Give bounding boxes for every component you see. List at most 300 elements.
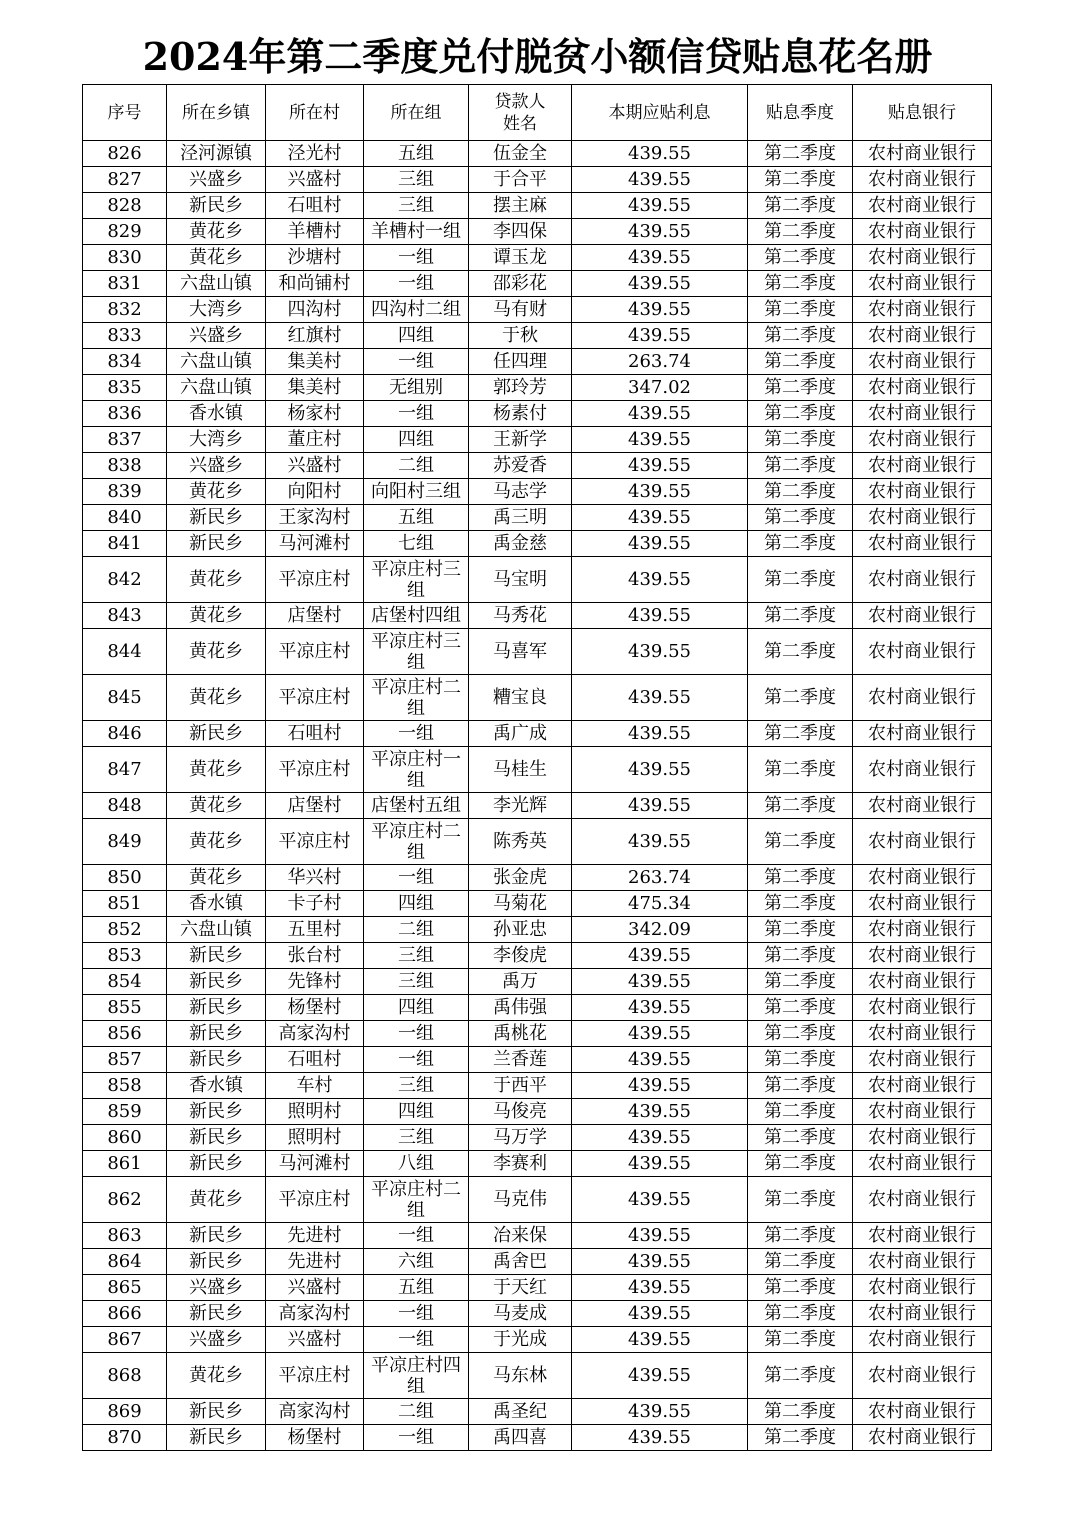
table-body	[83, 141, 992, 1451]
cell-group: 无组别	[364, 375, 469, 401]
cell-village: 华兴村	[266, 865, 364, 891]
cell-group: 一组	[364, 271, 469, 297]
cell-borrower: 张金虎	[469, 865, 572, 891]
table-row	[83, 1073, 992, 1099]
cell-interest: 342.09	[572, 917, 748, 943]
header-borrower-line1: 贷款人	[494, 91, 546, 112]
cell-borrower: 杨素付	[469, 401, 572, 427]
cell-bank: 农村商业银行	[853, 891, 992, 917]
cell-quarter: 第二季度	[748, 453, 853, 479]
table-row	[83, 917, 992, 943]
cell-bank: 农村商业银行	[853, 1301, 992, 1327]
table-row	[83, 721, 992, 747]
subsidy-roster-table	[82, 84, 992, 1451]
cell-bank: 农村商业银行	[853, 969, 992, 995]
cell-town: 新民乡	[167, 1125, 266, 1151]
cell-group: 四组	[364, 427, 469, 453]
cell-village: 先进村	[266, 1249, 364, 1275]
header-quarter: 贴息季度	[748, 85, 853, 141]
cell-quarter: 第二季度	[748, 349, 853, 375]
cell-interest: 263.74	[572, 865, 748, 891]
cell-bank: 农村商业银行	[853, 1177, 992, 1223]
cell-quarter: 第二季度	[748, 1353, 853, 1399]
cell-interest: 439.55	[572, 531, 748, 557]
cell-village: 高家沟村	[266, 1399, 364, 1425]
table-row	[83, 1249, 992, 1275]
cell-quarter: 第二季度	[748, 1125, 853, 1151]
cell-town: 大湾乡	[167, 427, 266, 453]
cell-town: 兴盛乡	[167, 1327, 266, 1353]
cell-village: 车村	[266, 1073, 364, 1099]
cell-seq: 865	[83, 1275, 167, 1301]
cell-town: 新民乡	[167, 969, 266, 995]
cell-seq: 845	[83, 675, 167, 721]
cell-town: 黄花乡	[167, 675, 266, 721]
cell-interest: 439.55	[572, 219, 748, 245]
cell-interest: 439.55	[572, 141, 748, 167]
cell-borrower: 马俊亮	[469, 1099, 572, 1125]
cell-seq: 827	[83, 167, 167, 193]
cell-quarter: 第二季度	[748, 995, 853, 1021]
cell-borrower: 马宝明	[469, 557, 572, 603]
table-row	[83, 865, 992, 891]
table-row	[83, 995, 992, 1021]
cell-town: 黄花乡	[167, 219, 266, 245]
cell-borrower: 禹伟强	[469, 995, 572, 1021]
cell-village: 店堡村	[266, 603, 364, 629]
cell-seq: 838	[83, 453, 167, 479]
cell-borrower: 任四理	[469, 349, 572, 375]
cell-interest: 439.55	[572, 1223, 748, 1249]
cell-seq: 836	[83, 401, 167, 427]
cell-town: 黄花乡	[167, 245, 266, 271]
table-row	[83, 323, 992, 349]
cell-borrower: 郭玲芳	[469, 375, 572, 401]
table-row	[83, 747, 992, 793]
cell-borrower: 禹舍巴	[469, 1249, 572, 1275]
cell-interest: 439.55	[572, 1177, 748, 1223]
cell-bank: 农村商业银行	[853, 219, 992, 245]
cell-bank: 农村商业银行	[853, 1327, 992, 1353]
cell-interest: 439.55	[572, 969, 748, 995]
cell-seq: 867	[83, 1327, 167, 1353]
cell-village: 石咀村	[266, 721, 364, 747]
cell-town: 新民乡	[167, 1021, 266, 1047]
header-seq: 序号	[83, 85, 167, 141]
cell-borrower: 禹三明	[469, 505, 572, 531]
cell-village: 张台村	[266, 943, 364, 969]
cell-quarter: 第二季度	[748, 401, 853, 427]
cell-town: 六盘山镇	[167, 349, 266, 375]
cell-quarter: 第二季度	[748, 603, 853, 629]
cell-interest: 439.55	[572, 401, 748, 427]
cell-quarter: 第二季度	[748, 1327, 853, 1353]
cell-bank: 农村商业银行	[853, 1099, 992, 1125]
cell-town: 新民乡	[167, 1301, 266, 1327]
cell-borrower: 马志学	[469, 479, 572, 505]
table-row	[83, 969, 992, 995]
table-row	[83, 505, 992, 531]
cell-town: 新民乡	[167, 1047, 266, 1073]
cell-seq: 853	[83, 943, 167, 969]
header-borrower-line2: 姓名	[503, 113, 537, 134]
table-row	[83, 271, 992, 297]
cell-quarter: 第二季度	[748, 891, 853, 917]
cell-seq: 847	[83, 747, 167, 793]
cell-quarter: 第二季度	[748, 1275, 853, 1301]
cell-town: 新民乡	[167, 1399, 266, 1425]
cell-bank: 农村商业银行	[853, 1151, 992, 1177]
cell-group: 店堡村四组	[364, 603, 469, 629]
cell-village: 兴盛村	[266, 1327, 364, 1353]
cell-quarter: 第二季度	[748, 943, 853, 969]
cell-borrower: 于合平	[469, 167, 572, 193]
cell-interest: 439.55	[572, 323, 748, 349]
cell-seq: 870	[83, 1425, 167, 1451]
cell-town: 黄花乡	[167, 747, 266, 793]
cell-quarter: 第二季度	[748, 557, 853, 603]
cell-village: 集美村	[266, 349, 364, 375]
header-bank: 贴息银行	[853, 85, 992, 141]
cell-group: 一组	[364, 1327, 469, 1353]
cell-seq: 839	[83, 479, 167, 505]
cell-borrower: 糟宝良	[469, 675, 572, 721]
table-row	[83, 1353, 992, 1399]
cell-bank: 农村商业银行	[853, 865, 992, 891]
table-row	[83, 1275, 992, 1301]
cell-borrower: 禹万	[469, 969, 572, 995]
cell-bank: 农村商业银行	[853, 747, 992, 793]
cell-village: 平凉庄村	[266, 629, 364, 675]
cell-bank: 农村商业银行	[853, 1275, 992, 1301]
cell-group: 平凉庄村三组	[364, 629, 469, 675]
cell-group: 羊槽村一组	[364, 219, 469, 245]
cell-seq: 869	[83, 1399, 167, 1425]
cell-borrower: 禹桃花	[469, 1021, 572, 1047]
cell-village: 和尚铺村	[266, 271, 364, 297]
cell-village: 平凉庄村	[266, 1177, 364, 1223]
cell-seq: 864	[83, 1249, 167, 1275]
cell-village: 杨家村	[266, 401, 364, 427]
table-row	[83, 603, 992, 629]
cell-village: 店堡村	[266, 793, 364, 819]
cell-interest: 439.55	[572, 505, 748, 531]
table-row	[83, 1177, 992, 1223]
cell-interest: 439.55	[572, 1425, 748, 1451]
cell-interest: 439.55	[572, 1249, 748, 1275]
table-row	[83, 453, 992, 479]
cell-borrower: 伍金全	[469, 141, 572, 167]
cell-town: 新民乡	[167, 995, 266, 1021]
cell-village: 马河滩村	[266, 1151, 364, 1177]
cell-interest: 439.55	[572, 943, 748, 969]
cell-group: 二组	[364, 917, 469, 943]
cell-village: 五里村	[266, 917, 364, 943]
cell-town: 香水镇	[167, 401, 266, 427]
cell-seq: 866	[83, 1301, 167, 1327]
cell-borrower: 禹广成	[469, 721, 572, 747]
cell-village: 平凉庄村	[266, 1353, 364, 1399]
cell-seq: 840	[83, 505, 167, 531]
cell-bank: 农村商业银行	[853, 603, 992, 629]
cell-seq: 862	[83, 1177, 167, 1223]
cell-bank: 农村商业银行	[853, 1353, 992, 1399]
cell-bank: 农村商业银行	[853, 995, 992, 1021]
cell-interest: 475.34	[572, 891, 748, 917]
cell-village: 石咀村	[266, 1047, 364, 1073]
cell-seq: 842	[83, 557, 167, 603]
cell-town: 新民乡	[167, 193, 266, 219]
cell-interest: 439.55	[572, 747, 748, 793]
cell-group: 四组	[364, 1099, 469, 1125]
cell-town: 新民乡	[167, 1249, 266, 1275]
cell-bank: 农村商业银行	[853, 375, 992, 401]
table-row	[83, 427, 992, 453]
cell-borrower: 李光辉	[469, 793, 572, 819]
cell-village: 董庄村	[266, 427, 364, 453]
cell-group: 平凉庄村二组	[364, 675, 469, 721]
cell-seq: 859	[83, 1099, 167, 1125]
cell-group: 一组	[364, 349, 469, 375]
cell-quarter: 第二季度	[748, 1151, 853, 1177]
cell-village: 羊槽村	[266, 219, 364, 245]
cell-borrower: 孙亚忠	[469, 917, 572, 943]
cell-interest: 439.55	[572, 629, 748, 675]
cell-interest: 439.55	[572, 1327, 748, 1353]
cell-seq: 843	[83, 603, 167, 629]
cell-town: 黄花乡	[167, 479, 266, 505]
cell-interest: 439.55	[572, 1151, 748, 1177]
cell-seq: 868	[83, 1353, 167, 1399]
cell-bank: 农村商业银行	[853, 427, 992, 453]
cell-borrower: 王新学	[469, 427, 572, 453]
cell-bank: 农村商业银行	[853, 531, 992, 557]
cell-group: 平凉庄村三组	[364, 557, 469, 603]
cell-quarter: 第二季度	[748, 721, 853, 747]
cell-village: 红旗村	[266, 323, 364, 349]
cell-seq: 841	[83, 531, 167, 557]
cell-seq: 826	[83, 141, 167, 167]
cell-village: 杨堡村	[266, 1425, 364, 1451]
cell-quarter: 第二季度	[748, 427, 853, 453]
cell-seq: 830	[83, 245, 167, 271]
table-row	[83, 1047, 992, 1073]
table-row	[83, 819, 992, 865]
cell-interest: 439.55	[572, 995, 748, 1021]
cell-seq: 857	[83, 1047, 167, 1073]
cell-seq: 861	[83, 1151, 167, 1177]
cell-group: 平凉庄村二组	[364, 819, 469, 865]
cell-borrower: 马菊花	[469, 891, 572, 917]
cell-interest: 439.55	[572, 721, 748, 747]
cell-quarter: 第二季度	[748, 1099, 853, 1125]
cell-bank: 农村商业银行	[853, 479, 992, 505]
cell-group: 四组	[364, 995, 469, 1021]
cell-quarter: 第二季度	[748, 969, 853, 995]
cell-town: 新民乡	[167, 1425, 266, 1451]
cell-borrower: 李赛利	[469, 1151, 572, 1177]
cell-town: 六盘山镇	[167, 375, 266, 401]
cell-village: 王家沟村	[266, 505, 364, 531]
cell-borrower: 李四保	[469, 219, 572, 245]
cell-group: 一组	[364, 721, 469, 747]
cell-group: 一组	[364, 865, 469, 891]
cell-town: 兴盛乡	[167, 1275, 266, 1301]
cell-town: 新民乡	[167, 721, 266, 747]
cell-group: 店堡村五组	[364, 793, 469, 819]
cell-interest: 439.55	[572, 271, 748, 297]
cell-bank: 农村商业银行	[853, 943, 992, 969]
cell-seq: 851	[83, 891, 167, 917]
cell-village: 平凉庄村	[266, 675, 364, 721]
cell-interest: 439.55	[572, 193, 748, 219]
table-row	[83, 401, 992, 427]
cell-quarter: 第二季度	[748, 193, 853, 219]
table-row	[83, 349, 992, 375]
cell-borrower: 禹四喜	[469, 1425, 572, 1451]
cell-bank: 农村商业银行	[853, 349, 992, 375]
cell-group: 二组	[364, 453, 469, 479]
cell-village: 兴盛村	[266, 453, 364, 479]
cell-quarter: 第二季度	[748, 629, 853, 675]
cell-interest: 439.55	[572, 1275, 748, 1301]
cell-interest: 439.55	[572, 1073, 748, 1099]
cell-quarter: 第二季度	[748, 747, 853, 793]
cell-group: 一组	[364, 245, 469, 271]
table-row	[83, 219, 992, 245]
cell-bank: 农村商业银行	[853, 297, 992, 323]
cell-quarter: 第二季度	[748, 375, 853, 401]
cell-town: 六盘山镇	[167, 917, 266, 943]
cell-quarter: 第二季度	[748, 1223, 853, 1249]
cell-seq: 834	[83, 349, 167, 375]
table-row	[83, 1021, 992, 1047]
header-borrower	[469, 85, 572, 141]
cell-village: 先进村	[266, 1223, 364, 1249]
cell-town: 新民乡	[167, 531, 266, 557]
page-title: 2024年第二季度兑付脱贫小额信贷贴息花名册	[142, 34, 933, 79]
cell-quarter: 第二季度	[748, 865, 853, 891]
cell-village: 马河滩村	[266, 531, 364, 557]
cell-seq: 828	[83, 193, 167, 219]
table-row	[83, 943, 992, 969]
cell-interest: 439.55	[572, 1125, 748, 1151]
cell-seq: 852	[83, 917, 167, 943]
cell-interest: 439.55	[572, 453, 748, 479]
table-row	[83, 141, 992, 167]
cell-town: 黄花乡	[167, 1177, 266, 1223]
cell-bank: 农村商业银行	[853, 793, 992, 819]
cell-quarter: 第二季度	[748, 1301, 853, 1327]
cell-seq: 855	[83, 995, 167, 1021]
cell-bank: 农村商业银行	[853, 271, 992, 297]
table-row	[83, 193, 992, 219]
cell-village: 集美村	[266, 375, 364, 401]
header-group: 所在组	[364, 85, 469, 141]
cell-borrower: 于西平	[469, 1073, 572, 1099]
cell-town: 兴盛乡	[167, 453, 266, 479]
cell-seq: 832	[83, 297, 167, 323]
cell-bank: 农村商业银行	[853, 819, 992, 865]
cell-village: 照明村	[266, 1099, 364, 1125]
cell-bank: 农村商业银行	[853, 1399, 992, 1425]
cell-interest: 439.55	[572, 819, 748, 865]
cell-borrower: 马万学	[469, 1125, 572, 1151]
cell-interest: 439.55	[572, 167, 748, 193]
cell-quarter: 第二季度	[748, 917, 853, 943]
cell-bank: 农村商业银行	[853, 675, 992, 721]
cell-town: 兴盛乡	[167, 167, 266, 193]
cell-village: 照明村	[266, 1125, 364, 1151]
cell-borrower: 苏爱香	[469, 453, 572, 479]
cell-group: 一组	[364, 401, 469, 427]
cell-group: 五组	[364, 505, 469, 531]
cell-borrower: 马有财	[469, 297, 572, 323]
cell-borrower: 马麦成	[469, 1301, 572, 1327]
cell-quarter: 第二季度	[748, 479, 853, 505]
cell-quarter: 第二季度	[748, 1177, 853, 1223]
cell-bank: 农村商业银行	[853, 1021, 992, 1047]
cell-group: 一组	[364, 1301, 469, 1327]
cell-group: 一组	[364, 1047, 469, 1073]
cell-seq: 858	[83, 1073, 167, 1099]
cell-town: 泾河源镇	[167, 141, 266, 167]
table-row	[83, 1425, 992, 1451]
cell-village: 兴盛村	[266, 1275, 364, 1301]
cell-bank: 农村商业银行	[853, 557, 992, 603]
cell-bank: 农村商业银行	[853, 401, 992, 427]
cell-bank: 农村商业银行	[853, 1249, 992, 1275]
cell-bank: 农村商业银行	[853, 1073, 992, 1099]
cell-group: 一组	[364, 1223, 469, 1249]
table-row	[83, 479, 992, 505]
cell-group: 五组	[364, 1275, 469, 1301]
table-row	[83, 1125, 992, 1151]
cell-bank: 农村商业银行	[853, 323, 992, 349]
cell-interest: 439.55	[572, 297, 748, 323]
cell-town: 黄花乡	[167, 557, 266, 603]
table-row	[83, 891, 992, 917]
cell-group: 三组	[364, 1125, 469, 1151]
cell-village: 四沟村	[266, 297, 364, 323]
cell-village: 高家沟村	[266, 1301, 364, 1327]
cell-town: 香水镇	[167, 891, 266, 917]
cell-town: 新民乡	[167, 505, 266, 531]
cell-group: 平凉庄村四组	[364, 1353, 469, 1399]
cell-interest: 263.74	[572, 349, 748, 375]
cell-borrower: 马东林	[469, 1353, 572, 1399]
table-row	[83, 793, 992, 819]
cell-town: 新民乡	[167, 1099, 266, 1125]
cell-village: 平凉庄村	[266, 819, 364, 865]
table-row	[83, 531, 992, 557]
cell-seq: 833	[83, 323, 167, 349]
cell-borrower: 冶来保	[469, 1223, 572, 1249]
table-row	[83, 1223, 992, 1249]
cell-quarter: 第二季度	[748, 793, 853, 819]
cell-interest: 439.55	[572, 479, 748, 505]
cell-borrower: 于光成	[469, 1327, 572, 1353]
cell-group: 四沟村二组	[364, 297, 469, 323]
cell-town: 黄花乡	[167, 793, 266, 819]
cell-town: 香水镇	[167, 1073, 266, 1099]
cell-interest: 439.55	[572, 675, 748, 721]
cell-group: 三组	[364, 193, 469, 219]
cell-seq: 844	[83, 629, 167, 675]
cell-seq: 848	[83, 793, 167, 819]
cell-borrower: 于天红	[469, 1275, 572, 1301]
cell-bank: 农村商业银行	[853, 505, 992, 531]
